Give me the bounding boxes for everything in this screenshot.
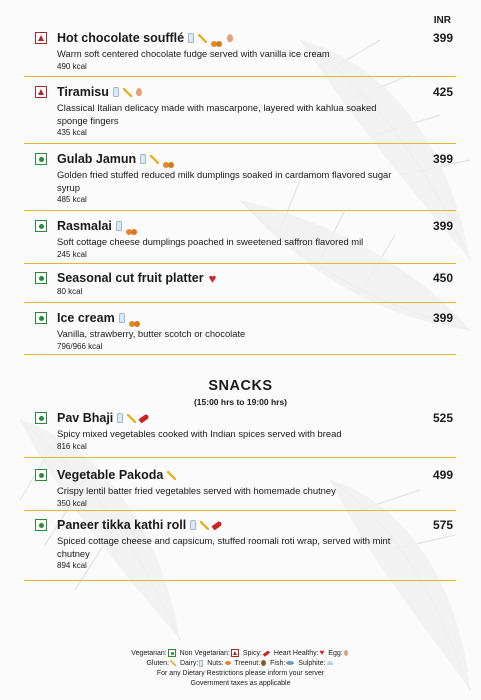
legend-nuts-label: Nuts:: [207, 659, 224, 667]
nuts-icon: [211, 34, 223, 42]
divider: [24, 76, 456, 77]
item-name: Rasmalai: [57, 219, 112, 233]
heart-icon: ♥: [319, 648, 325, 657]
dietary-legend: [0, 648, 481, 689]
dairy-icon: [119, 313, 125, 323]
divider: [24, 302, 456, 303]
item-price: 399: [432, 219, 453, 233]
item-kcal: 796/966 kcal: [57, 341, 103, 351]
veg-icon: [35, 312, 47, 324]
item-description: Crispy lentil batter fried vegetables served with homemade chutney: [57, 485, 336, 496]
gluten-icon: [127, 414, 136, 423]
non-veg-icon: [35, 86, 47, 98]
item-price: 450: [432, 271, 453, 285]
menu-item-gulab-jamun: [35, 151, 453, 204]
dairy-icon: [190, 520, 196, 530]
dairy-icon: [116, 221, 122, 231]
menu-item-tiramisu: [35, 84, 453, 137]
legend-sulphite-label: Sulphite:: [298, 659, 326, 667]
divider: [24, 457, 456, 458]
divider: [24, 263, 456, 264]
spicy-icon: [263, 650, 270, 656]
legend-fish-label: Fish:: [270, 659, 286, 667]
legend-treenut-label: Treenut:: [234, 659, 261, 667]
menu-item-pav-bhaji: [35, 410, 453, 451]
gluten-icon: [123, 88, 132, 97]
dietary-note: For any Dietary Restrictions please inform your server: [156, 669, 325, 677]
menu-item-vegetable-pakoda: [35, 467, 453, 508]
currency-label: INR: [433, 15, 451, 26]
item-description: Golden fried stuffed reduced milk dumplings soaked in cardamom flavored sugar syrup: [57, 169, 392, 193]
item-description: Spicy mixed vegetables cooked with Indian spices served with bread: [57, 428, 342, 439]
item-name: Tiramisu: [57, 85, 109, 99]
section-hours: (15:00 hrs to 19:00 hrs): [193, 397, 288, 407]
item-price: 575: [432, 518, 453, 532]
item-kcal: 894 kcal: [57, 561, 87, 570]
dairy-icon: [113, 87, 119, 97]
item-price: 499: [432, 468, 453, 482]
gluten-icon: [167, 471, 176, 480]
legend-gluten-label: Gluten:: [146, 659, 170, 667]
veg-icon: [35, 469, 47, 481]
menu-item-ice-cream: [35, 310, 453, 351]
item-kcal: 435 kcal: [57, 128, 87, 137]
gluten-icon: [150, 155, 159, 164]
nuts-icon: [129, 314, 141, 322]
legend-dairy-label: Dairy:: [179, 659, 199, 667]
gluten-icon: [200, 521, 209, 530]
item-kcal: 80 kcal: [57, 287, 83, 296]
veg-icon: [35, 153, 47, 165]
item-kcal: 350 kcal: [57, 498, 87, 508]
dairy-icon: [117, 413, 123, 423]
tax-note: Government taxes as applicable: [190, 679, 291, 687]
veg-icon: [35, 519, 47, 531]
nuts-icon: [163, 155, 175, 163]
item-name: Gulab Jamun: [57, 152, 137, 166]
spicy-icon: [139, 413, 150, 423]
item-name: Seasonal cut fruit platter: [57, 271, 204, 285]
item-name: Ice cream: [57, 311, 115, 325]
heart-icon: ♥: [208, 270, 217, 286]
divider: [24, 210, 456, 211]
item-kcal: 816 kcal: [57, 441, 87, 451]
divider: [24, 580, 456, 581]
divider: [24, 510, 456, 511]
item-description: Vanilla, strawberry, butter scotch or chocolate: [57, 328, 246, 339]
dairy-icon: [188, 33, 194, 43]
item-name: Paneer tikka kathi roll: [57, 518, 187, 532]
menu-item-rasmalai: [35, 218, 453, 259]
legend-heart-healthy-label: Heart Healthy:: [273, 649, 319, 657]
egg-icon: [136, 88, 142, 96]
non-veg-icon: [231, 649, 239, 657]
dairy-icon: [199, 660, 203, 667]
item-kcal: 485 kcal: [57, 195, 87, 204]
nuts-icon: [126, 222, 138, 230]
treenut-icon: [261, 660, 266, 666]
spicy-icon: [212, 520, 223, 530]
menu-item-hot-chocolate-souffle: [35, 30, 453, 71]
divider: [24, 143, 456, 144]
legend-spicy-label: Spicy:: [242, 649, 262, 657]
sulphite-icon: [327, 661, 333, 665]
nuts-icon: [225, 661, 231, 665]
gluten-icon: [170, 660, 176, 666]
fish-icon: [286, 661, 294, 665]
gluten-icon: [198, 34, 207, 43]
item-kcal: 490 kcal: [57, 61, 87, 71]
item-description: Classical Italian delicacy made with mascarpone, layered with kahlua soaked sponge fingers: [57, 102, 377, 126]
item-kcal: 245 kcal: [57, 249, 87, 259]
item-description: Warm soft centered chocolate fudge served with vanilla ice cream: [57, 48, 330, 59]
section-title-snacks: SNACKS: [208, 378, 273, 394]
legend-non-vegetarian-label: Non Vegetarian:: [179, 649, 230, 657]
item-price: 399: [432, 311, 453, 325]
menu-item-paneer-tikka-kathi-roll: [35, 517, 453, 570]
item-description: Soft cottage cheese dumplings poached in sweetened saffron flavored mil: [57, 236, 364, 247]
dairy-icon: [140, 154, 146, 164]
item-description: Spiced cottage cheese and capsicum, stuffed roomali roti wrap, served with mint chutney: [57, 535, 391, 559]
legend-vegetarian-label: Vegetarian:: [131, 649, 167, 657]
item-name: Vegetable Pakoda: [57, 468, 164, 482]
item-price: 525: [432, 411, 453, 425]
divider: [24, 354, 456, 355]
legend-line-1: [0, 648, 481, 659]
egg-icon: [344, 650, 348, 656]
item-price: 425: [432, 85, 453, 99]
legend-line-2: [0, 659, 481, 669]
veg-icon: [168, 649, 176, 657]
item-name: Hot chocolate soufflé: [57, 31, 185, 45]
menu-item-seasonal-fruit-platter: [35, 270, 453, 296]
item-price: 399: [432, 31, 453, 45]
non-veg-icon: [35, 32, 47, 44]
legend-egg-label: Egg:: [328, 649, 343, 657]
item-price: 399: [432, 152, 453, 166]
veg-icon: [35, 272, 47, 284]
egg-icon: [227, 34, 233, 42]
veg-icon: [35, 220, 47, 232]
veg-icon: [35, 412, 47, 424]
item-name: Pav Bhaji: [57, 411, 114, 425]
